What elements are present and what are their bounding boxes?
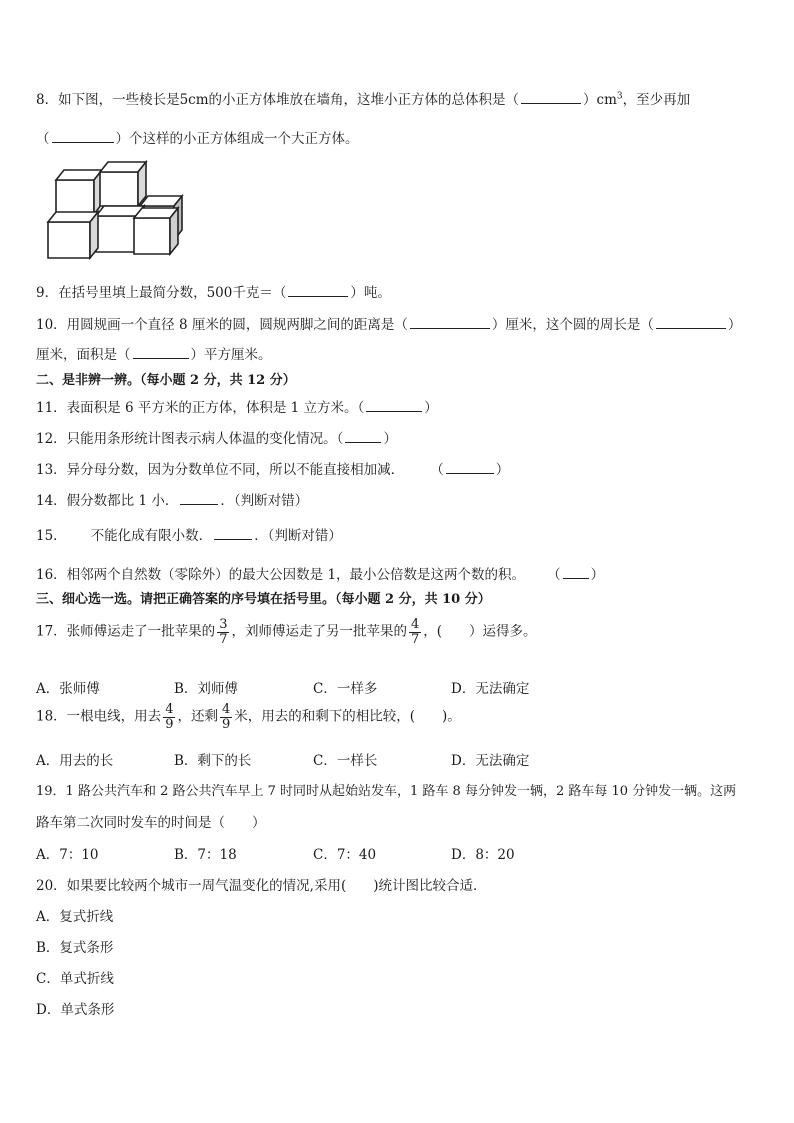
answer-blank[interactable] — [345, 430, 381, 443]
question-17: 17．张师傅运走了一批苹果的 $\frac{3}{7}$ ，刘师傅运走了另一批苹果的 $\frac{4}{7}$ ，( ）运得多。 — [36, 617, 537, 647]
option-a[interactable]: A．复式折线 — [36, 909, 114, 925]
fraction: $\frac{3}{7}$ — [219, 617, 228, 647]
option-b[interactable]: B．复式条形 — [36, 940, 114, 956]
answer-blank[interactable] — [563, 566, 589, 579]
option-c[interactable]: C．单式折线 — [36, 971, 114, 987]
cube-face — [134, 218, 170, 254]
option-c[interactable]: C．一样多 — [313, 681, 378, 697]
answer-blank[interactable] — [133, 346, 189, 359]
option-b[interactable]: B．7：18 — [174, 847, 237, 863]
question-8-line-1: 8．如下图，一些棱长是5cm的小正方体堆放在墙角，这堆小正方体的总体积是（ ）$cm^3$，至少再加 — [36, 91, 691, 108]
question-19-line-2: 路车第二次同时发车的时间是（ ） — [36, 815, 266, 831]
cube-stack-figure — [44, 158, 186, 262]
answer-blank[interactable] — [180, 492, 218, 505]
question-18: 18．一根电线，用去 $\frac{4}{9}$ ，还剩 $\frac{4}{9}$ 米，用去的和剩下的相比较，( )。 — [36, 702, 461, 732]
option-d[interactable]: D．8：20 — [451, 847, 515, 863]
fraction: $\frac{4}{9}$ — [165, 702, 174, 732]
answer-blank[interactable] — [366, 399, 422, 412]
question-8-line-2: （ ）个这样的小正方体组成一个大正方体。 — [36, 131, 359, 147]
option-b[interactable]: B．刘师傅 — [174, 681, 238, 697]
answer-blank[interactable] — [288, 284, 348, 297]
option-c[interactable]: C．一样长 — [313, 753, 378, 769]
question-14: 14．假分数都比 1 小． ．（判断对错） — [36, 493, 309, 509]
fraction: $\frac{4}{7}$ — [410, 617, 420, 647]
option-d[interactable]: D．单式条形 — [36, 1002, 115, 1018]
cube-face — [96, 216, 136, 252]
question-10-line-2: 厘米，面积是（ ）平方厘米。 — [36, 347, 272, 363]
question-10-line-1: 10．用圆规画一个直径 8 厘米的圆，圆规两脚之间的距离是（ ）厘米，这个圆的周长是（ ） — [36, 317, 742, 333]
fraction: $\frac{4}{9}$ — [221, 702, 231, 732]
question-16: 16．相邻两个自然数（零除外）的最大公因数是 1，最小公倍数是这两个数的积。 （ ） — [36, 567, 605, 583]
answer-blank[interactable] — [52, 130, 114, 143]
option-d[interactable]: D．无法确定 — [451, 681, 530, 697]
question-19-line-1: 19．1 路公共汽车和 2 路公共汽车早上 7 时同时从起始站发车，1 路车 8 每分钟发一辆，2 路车每 10 分钟发一辆。这两 — [36, 784, 737, 799]
question-12: 12．只能用条形统计图表示病人体温的变化情况。（ ） — [36, 431, 397, 447]
option-a[interactable]: A．张师傅 — [36, 681, 100, 697]
answer-blank[interactable] — [446, 461, 494, 474]
option-d[interactable]: D．无法确定 — [451, 753, 530, 769]
option-c[interactable]: C．7：40 — [313, 847, 377, 863]
question-9: 9．在括号里填上最简分数，500千克＝（ ）吨。 — [36, 285, 391, 301]
answer-blank[interactable] — [214, 527, 252, 540]
question-20: 20．如果要比较两个城市一周气温变化的情况,采用( )统计图比较合适． — [36, 878, 487, 894]
answer-blank[interactable] — [521, 91, 581, 104]
cube-face — [48, 222, 90, 258]
question-15: 15． 不能化成有限小数． ．（判断对错） — [36, 528, 342, 544]
cube-face — [100, 172, 138, 206]
answer-blank[interactable] — [410, 316, 490, 329]
option-b[interactable]: B．剩下的长 — [174, 753, 252, 769]
answer-blank[interactable] — [656, 316, 726, 329]
cube-face — [56, 180, 94, 214]
question-13: 13．异分母分数，因为分数单位不同，所以不能直接相加减． （ ） — [36, 462, 510, 478]
option-a[interactable]: A．7：10 — [36, 847, 99, 863]
question-11: 11．表面积是 6 平方米的正方体，体积是 1 立方米。（ ） — [36, 400, 438, 416]
option-a[interactable]: A．用去的长 — [36, 753, 114, 769]
section-3-heading: 三、细心选一选。请把正确答案的序号填在括号里。（每小题 2 分，共 10 分） — [36, 592, 491, 607]
section-2-heading: 二、是非辨一辨。（每小题 2 分，共 12 分） — [36, 373, 296, 388]
